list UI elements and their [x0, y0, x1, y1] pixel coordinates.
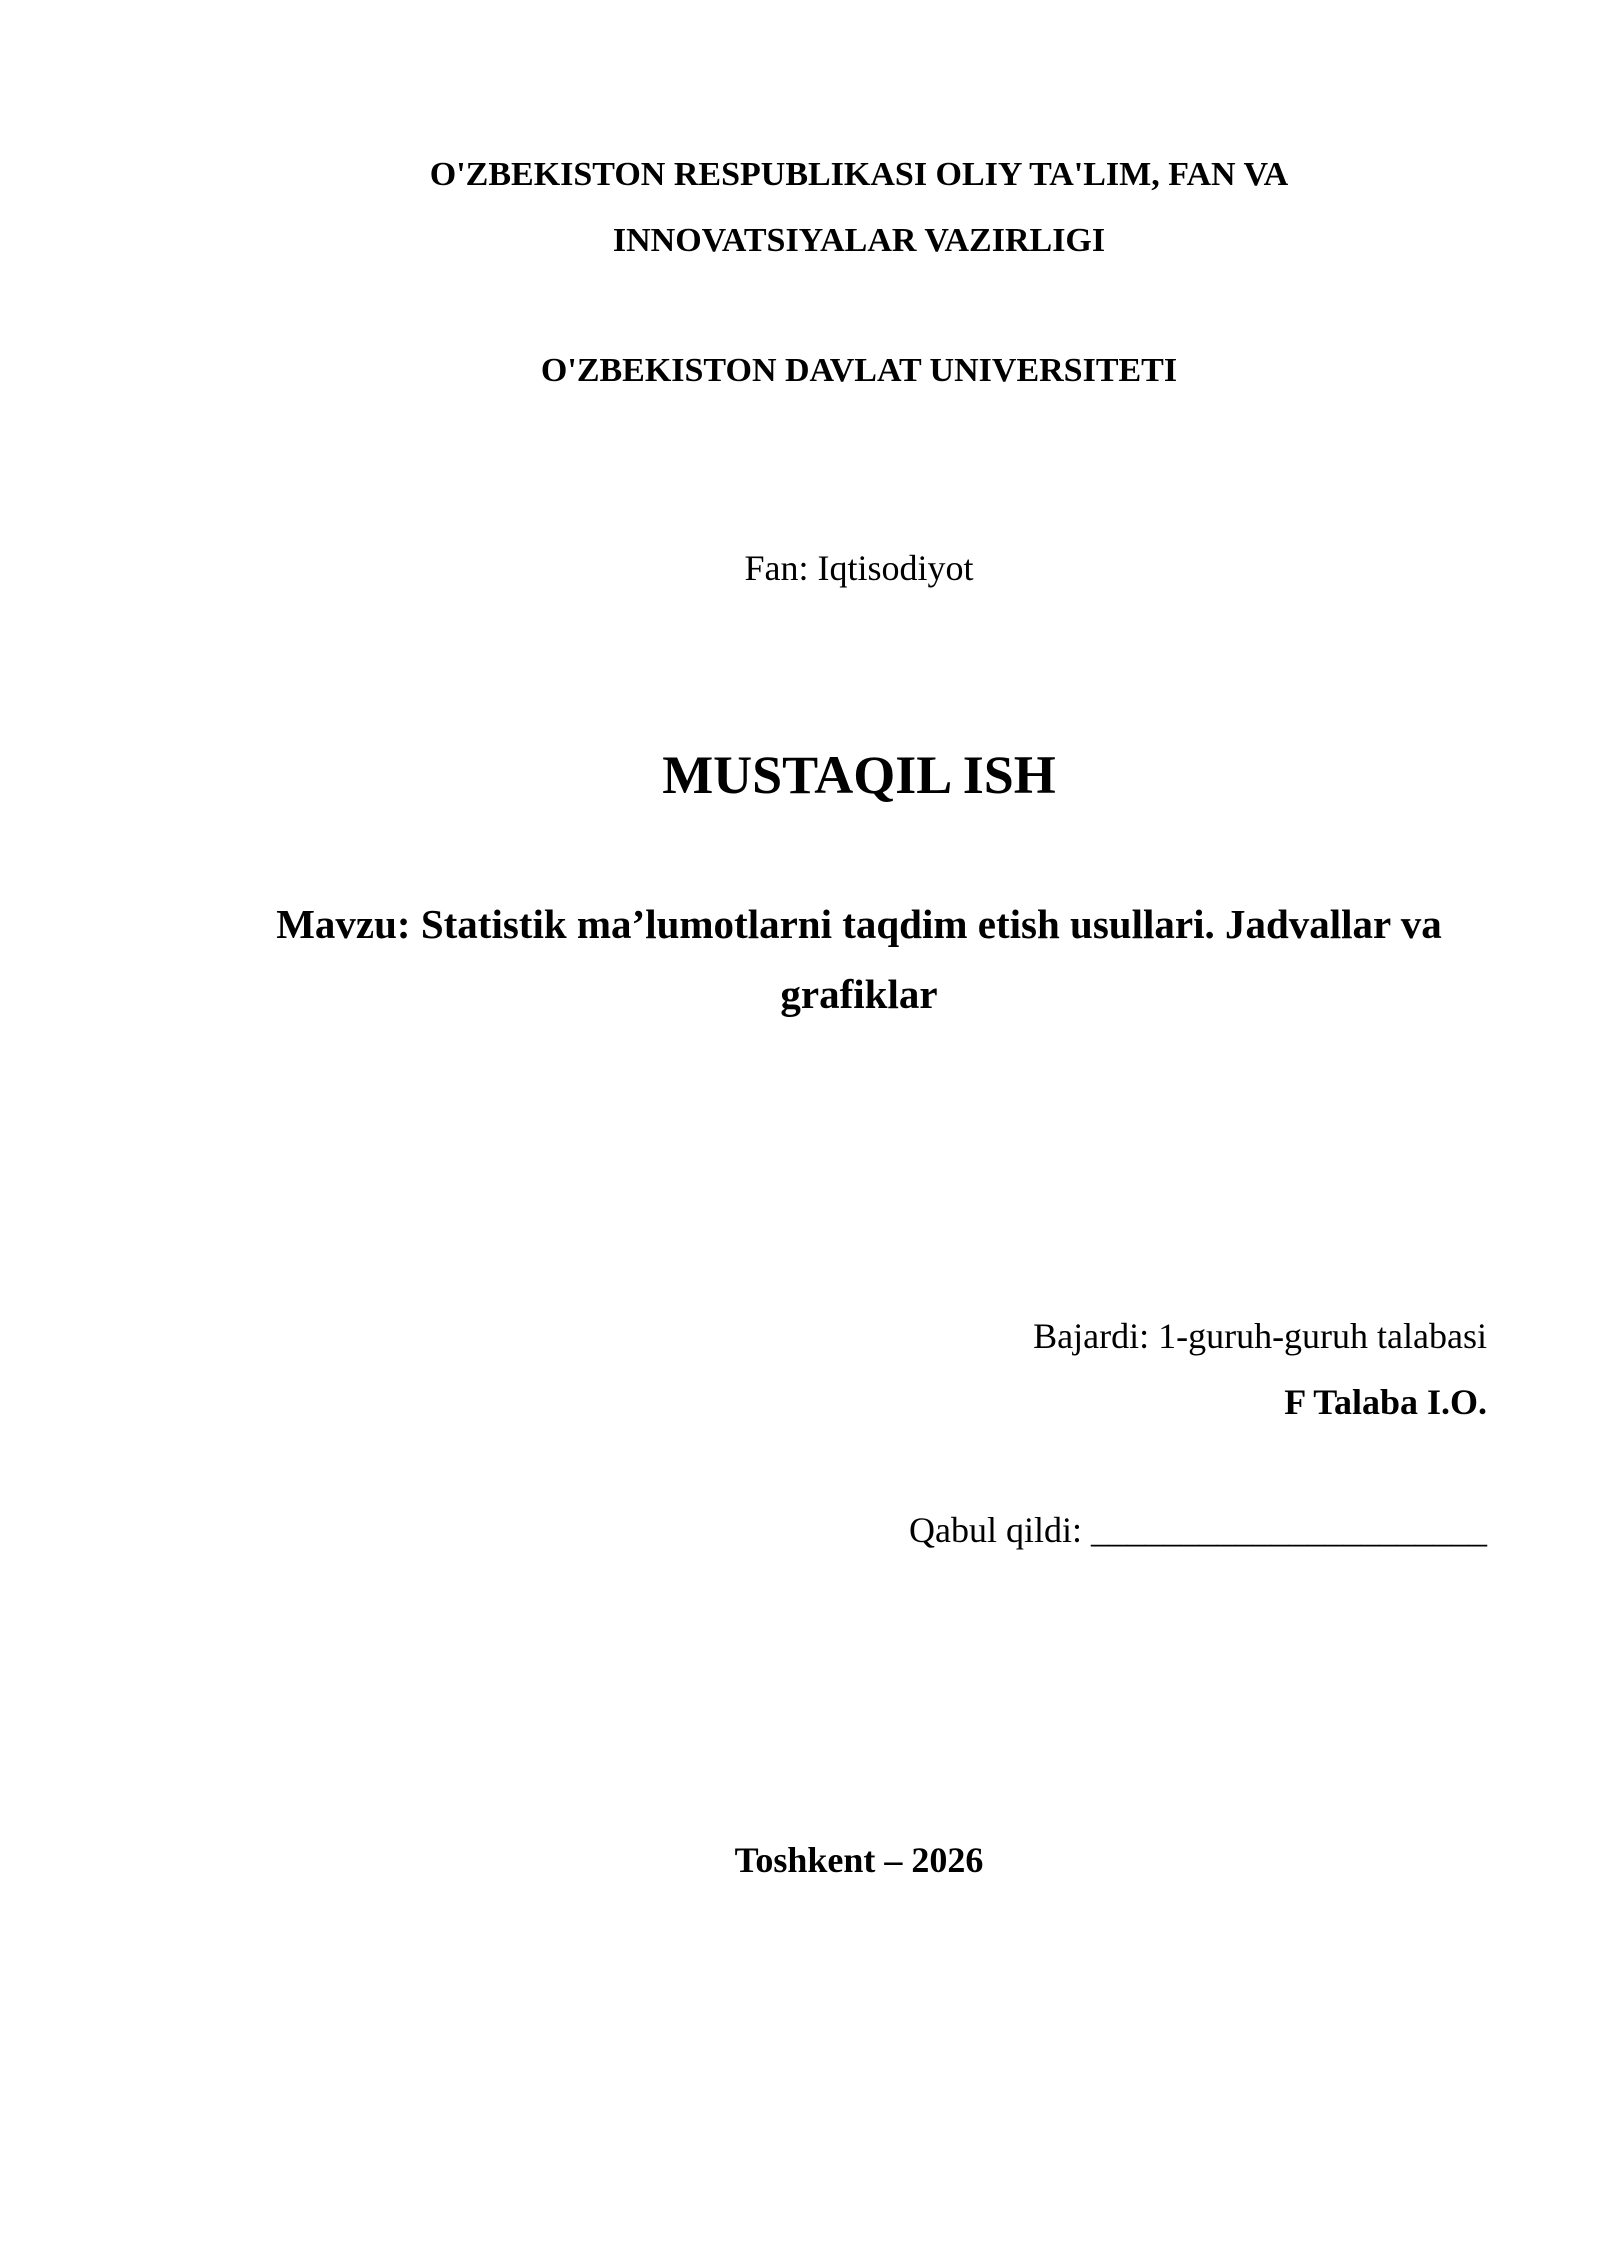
performer-label: Bajardi: 1-guruh-guruh talabasi: [1033, 1316, 1487, 1356]
topic-line2: grafiklar: [780, 971, 938, 1017]
subject-label: Fan: Iqtisodiyot: [744, 548, 974, 588]
city-year: Toshkent – 2026: [734, 1840, 984, 1880]
ministry-name-line1: O'ZBEKISTON RESPUBLIKASI OLIY TA'LIM, FAN VA: [429, 156, 1289, 193]
ministry-name-line2: INNOVATSIYALAR VAZIRLIGI: [612, 222, 1106, 259]
topic-line1: Mavzu: Statistik ma’lumotlarni taqdim etish usullari. Jadvallar va: [276, 901, 1442, 947]
document-title: MUSTAQIL ISH: [662, 745, 1056, 805]
accepted-by-line: Qabul qildi: ______________________: [909, 1510, 1487, 1550]
student-name: F Talaba I.O.: [1284, 1382, 1487, 1422]
university-name: O'ZBEKISTON DAVLAT UNIVERSITETI: [540, 352, 1178, 389]
